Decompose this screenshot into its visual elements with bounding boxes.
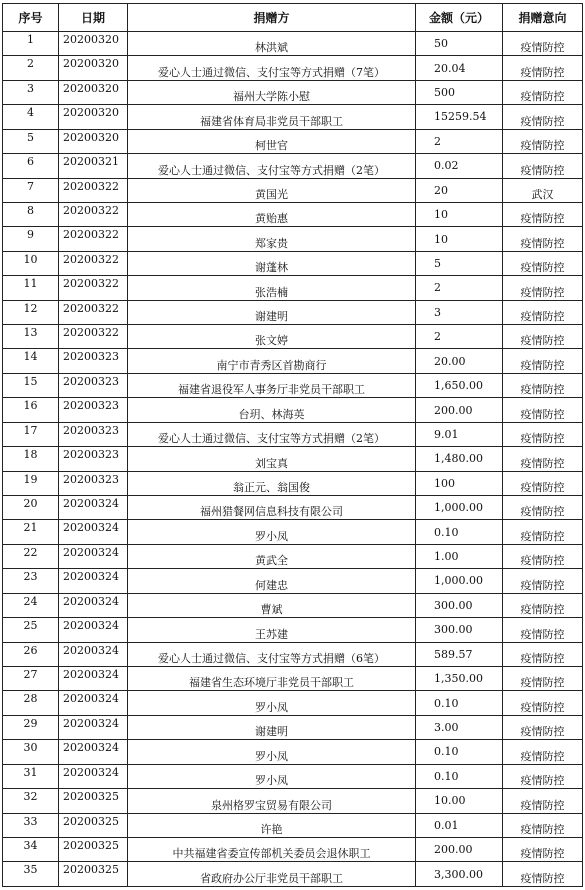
amount-cell: 589.57 — [416, 642, 503, 666]
table-row — [3, 569, 583, 593]
serial-number-cell: 1 — [3, 32, 59, 56]
table-row — [3, 129, 583, 153]
purpose-cell: 疫情防控 — [503, 276, 583, 300]
amount-cell: 20.04 — [416, 56, 503, 80]
donor-cell: 福州大学陈小慰 — [128, 80, 416, 104]
donor-cell: 台玥、林海英 — [128, 398, 416, 422]
purpose-cell: 疫情防控 — [503, 813, 583, 837]
amount-cell: 15259.54 — [416, 105, 503, 129]
donor-cell: 福建省退役军人事务厅非党员干部职工 — [128, 373, 416, 397]
amount-cell: 1,480.00 — [416, 447, 503, 471]
date-cell: 20200320 — [59, 32, 128, 56]
purpose-cell: 疫情防控 — [503, 325, 583, 349]
purpose-cell: 疫情防控 — [503, 789, 583, 813]
purpose-cell: 疫情防控 — [503, 618, 583, 642]
serial-number-cell: 35 — [3, 862, 59, 887]
donor-cell: 爱心人士通过微信、支付宝等方式捐赠（2笔） — [128, 154, 416, 178]
serial-number-cell: 3 — [3, 80, 59, 104]
table-row — [3, 471, 583, 495]
table-row — [3, 862, 583, 887]
amount-cell: 2 — [416, 325, 503, 349]
serial-number-cell: 26 — [3, 642, 59, 666]
serial-number-cell: 19 — [3, 471, 59, 495]
purpose-cell: 疫情防控 — [503, 251, 583, 275]
date-cell: 20200323 — [59, 373, 128, 397]
date-cell: 20200322 — [59, 276, 128, 300]
table-row — [3, 398, 583, 422]
serial-number-cell: 8 — [3, 202, 59, 226]
date-cell: 20200320 — [59, 56, 128, 80]
purpose-cell: 疫情防控 — [503, 129, 583, 153]
purpose-cell: 疫情防控 — [503, 496, 583, 520]
amount-cell: 20 — [416, 178, 503, 202]
donor-cell: 省政府办公厅非党员干部职工 — [128, 862, 416, 887]
purpose-cell: 疫情防控 — [503, 32, 583, 56]
date-cell: 20200325 — [59, 813, 128, 837]
date-cell: 20200320 — [59, 80, 128, 104]
amount-cell: 200.00 — [416, 837, 503, 861]
table-row — [3, 227, 583, 251]
donor-cell: 何建忠 — [128, 569, 416, 593]
amount-cell: 50 — [416, 32, 503, 56]
serial-number-cell: 28 — [3, 691, 59, 715]
donor-cell: 罗小凤 — [128, 740, 416, 764]
table-row — [3, 349, 583, 373]
header-date: 日期 — [59, 4, 128, 32]
date-cell: 20200321 — [59, 154, 128, 178]
amount-cell: 200.00 — [416, 398, 503, 422]
purpose-cell: 疫情防控 — [503, 740, 583, 764]
amount-cell: 0.10 — [416, 764, 503, 788]
donor-cell: 柯世官 — [128, 129, 416, 153]
serial-number-cell: 13 — [3, 325, 59, 349]
serial-number-cell: 4 — [3, 105, 59, 129]
donor-cell: 林洪斌 — [128, 32, 416, 56]
amount-cell: 3,300.00 — [416, 862, 503, 887]
amount-cell: 10 — [416, 227, 503, 251]
table-row — [3, 764, 583, 788]
table-row — [3, 373, 583, 397]
amount-cell: 0.10 — [416, 520, 503, 544]
serial-number-cell: 11 — [3, 276, 59, 300]
donor-cell: 罗小凤 — [128, 520, 416, 544]
serial-number-cell: 15 — [3, 373, 59, 397]
date-cell: 20200325 — [59, 789, 128, 813]
serial-number-cell: 24 — [3, 593, 59, 617]
table-row — [3, 789, 583, 813]
table-row — [3, 837, 583, 861]
amount-cell: 2 — [416, 129, 503, 153]
serial-number-cell: 5 — [3, 129, 59, 153]
serial-number-cell: 12 — [3, 300, 59, 324]
table-row — [3, 80, 583, 104]
amount-cell: 20.00 — [416, 349, 503, 373]
donor-cell: 罗小凤 — [128, 691, 416, 715]
date-cell: 20200322 — [59, 178, 128, 202]
donor-cell: 南宁市青秀区首勘商行 — [128, 349, 416, 373]
amount-cell: 0.02 — [416, 154, 503, 178]
amount-cell: 10 — [416, 202, 503, 226]
purpose-cell: 疫情防控 — [503, 105, 583, 129]
date-cell: 20200320 — [59, 129, 128, 153]
donor-cell: 爱心人士通过微信、支付宝等方式捐赠（6笔） — [128, 642, 416, 666]
date-cell: 20200322 — [59, 202, 128, 226]
amount-cell: 300.00 — [416, 593, 503, 617]
header-purpose: 捐赠意向 — [503, 4, 583, 32]
table-row — [3, 251, 583, 275]
purpose-cell: 疫情防控 — [503, 398, 583, 422]
purpose-cell: 疫情防控 — [503, 862, 583, 887]
amount-cell: 5 — [416, 251, 503, 275]
amount-cell: 3 — [416, 300, 503, 324]
donor-cell: 罗小凤 — [128, 764, 416, 788]
amount-cell: 500 — [416, 80, 503, 104]
donor-cell: 黄国光 — [128, 178, 416, 202]
purpose-cell: 疫情防控 — [503, 520, 583, 544]
donor-cell: 福建省生态环境厅非党员干部职工 — [128, 666, 416, 690]
date-cell: 20200320 — [59, 105, 128, 129]
donor-cell: 王苏建 — [128, 618, 416, 642]
amount-cell: 9.01 — [416, 422, 503, 446]
date-cell: 20200323 — [59, 447, 128, 471]
table-row — [3, 56, 583, 80]
purpose-cell: 疫情防控 — [503, 642, 583, 666]
amount-cell: 1,000.00 — [416, 496, 503, 520]
serial-number-cell: 23 — [3, 569, 59, 593]
date-cell: 20200325 — [59, 862, 128, 887]
serial-number-cell: 21 — [3, 520, 59, 544]
donor-cell: 泉州格罗宝贸易有限公司 — [128, 789, 416, 813]
purpose-cell: 疫情防控 — [503, 544, 583, 568]
serial-number-cell: 14 — [3, 349, 59, 373]
table-row — [3, 520, 583, 544]
date-cell: 20200324 — [59, 691, 128, 715]
serial-number-cell: 18 — [3, 447, 59, 471]
table-row — [3, 691, 583, 715]
table-row — [3, 32, 583, 56]
date-cell: 20200325 — [59, 837, 128, 861]
amount-cell: 1.00 — [416, 544, 503, 568]
purpose-cell: 疫情防控 — [503, 691, 583, 715]
purpose-cell: 疫情防控 — [503, 300, 583, 324]
donor-cell: 张浩楠 — [128, 276, 416, 300]
purpose-cell: 疫情防控 — [503, 373, 583, 397]
table-row — [3, 300, 583, 324]
date-cell: 20200324 — [59, 496, 128, 520]
donor-cell: 中共福建省委宣传部机关委员会退休职工 — [128, 837, 416, 861]
date-cell: 20200324 — [59, 642, 128, 666]
purpose-cell: 疫情防控 — [503, 447, 583, 471]
date-cell: 20200324 — [59, 666, 128, 690]
donor-cell: 刘宝真 — [128, 447, 416, 471]
table-row — [3, 666, 583, 690]
donor-cell: 谢蓬林 — [128, 251, 416, 275]
amount-cell: 1,350.00 — [416, 666, 503, 690]
table-row — [3, 276, 583, 300]
purpose-cell: 疫情防控 — [503, 715, 583, 739]
donor-cell: 黄贻惠 — [128, 202, 416, 226]
serial-number-cell: 29 — [3, 715, 59, 739]
date-cell: 20200324 — [59, 593, 128, 617]
serial-number-cell: 25 — [3, 618, 59, 642]
purpose-cell: 武汉 — [503, 178, 583, 202]
donor-cell: 郑家贵 — [128, 227, 416, 251]
header-donor: 捐赠方 — [128, 4, 416, 32]
serial-number-cell: 9 — [3, 227, 59, 251]
donor-cell: 谢建明 — [128, 715, 416, 739]
amount-cell: 1,000.00 — [416, 569, 503, 593]
serial-number-cell: 34 — [3, 837, 59, 861]
purpose-cell: 疫情防控 — [503, 764, 583, 788]
amount-cell: 0.10 — [416, 691, 503, 715]
header-amount: 金额（元） — [416, 4, 503, 32]
amount-cell: 300.00 — [416, 618, 503, 642]
serial-number-cell: 27 — [3, 666, 59, 690]
purpose-cell: 疫情防控 — [503, 56, 583, 80]
serial-number-cell: 20 — [3, 496, 59, 520]
table-row — [3, 154, 583, 178]
date-cell: 20200324 — [59, 618, 128, 642]
table-row — [3, 813, 583, 837]
serial-number-cell: 32 — [3, 789, 59, 813]
purpose-cell: 疫情防控 — [503, 569, 583, 593]
amount-cell: 1,650.00 — [416, 373, 503, 397]
donor-cell: 许艳 — [128, 813, 416, 837]
donation-table — [2, 3, 583, 887]
amount-cell: 10.00 — [416, 789, 503, 813]
serial-number-cell: 17 — [3, 422, 59, 446]
date-cell: 20200322 — [59, 325, 128, 349]
donor-cell: 翁正元、翁国俊 — [128, 471, 416, 495]
donor-cell: 黄武全 — [128, 544, 416, 568]
serial-number-cell: 30 — [3, 740, 59, 764]
date-cell: 20200324 — [59, 715, 128, 739]
purpose-cell: 疫情防控 — [503, 349, 583, 373]
donor-cell: 爱心人士通过微信、支付宝等方式捐赠（7笔） — [128, 56, 416, 80]
purpose-cell: 疫情防控 — [503, 593, 583, 617]
serial-number-cell: 6 — [3, 154, 59, 178]
table-row — [3, 422, 583, 446]
table-row — [3, 325, 583, 349]
serial-number-cell: 7 — [3, 178, 59, 202]
header-serial-number: 序号 — [3, 4, 59, 32]
table-row — [3, 447, 583, 471]
table-row — [3, 715, 583, 739]
table-body — [3, 32, 583, 887]
date-cell: 20200323 — [59, 471, 128, 495]
purpose-cell: 疫情防控 — [503, 227, 583, 251]
date-cell: 20200323 — [59, 398, 128, 422]
date-cell: 20200324 — [59, 569, 128, 593]
date-cell: 20200322 — [59, 227, 128, 251]
purpose-cell: 疫情防控 — [503, 422, 583, 446]
donor-cell: 谢建明 — [128, 300, 416, 324]
donor-cell: 张文婷 — [128, 325, 416, 349]
purpose-cell: 疫情防控 — [503, 202, 583, 226]
donor-cell: 爱心人士通过微信、支付宝等方式捐赠（2笔） — [128, 422, 416, 446]
date-cell: 20200324 — [59, 544, 128, 568]
purpose-cell: 疫情防控 — [503, 154, 583, 178]
purpose-cell: 疫情防控 — [503, 837, 583, 861]
donor-cell: 福建省体育局非党员干部职工 — [128, 105, 416, 129]
table-header — [3, 4, 583, 32]
table-row — [3, 105, 583, 129]
serial-number-cell: 22 — [3, 544, 59, 568]
table-row — [3, 178, 583, 202]
donor-cell: 曹斌 — [128, 593, 416, 617]
purpose-cell: 疫情防控 — [503, 471, 583, 495]
table-row — [3, 544, 583, 568]
purpose-cell: 疫情防控 — [503, 80, 583, 104]
date-cell: 20200324 — [59, 764, 128, 788]
serial-number-cell: 10 — [3, 251, 59, 275]
table-row — [3, 618, 583, 642]
serial-number-cell: 33 — [3, 813, 59, 837]
table-row — [3, 740, 583, 764]
serial-number-cell: 31 — [3, 764, 59, 788]
amount-cell: 2 — [416, 276, 503, 300]
date-cell: 20200324 — [59, 740, 128, 764]
header-row — [3, 4, 583, 32]
table-row — [3, 202, 583, 226]
table-row — [3, 593, 583, 617]
table-row — [3, 496, 583, 520]
date-cell: 20200323 — [59, 422, 128, 446]
amount-cell: 100 — [416, 471, 503, 495]
amount-cell: 3.00 — [416, 715, 503, 739]
date-cell: 20200323 — [59, 349, 128, 373]
date-cell: 20200322 — [59, 251, 128, 275]
table-row — [3, 642, 583, 666]
donor-cell: 福州猎餐网信息科技有限公司 — [128, 496, 416, 520]
date-cell: 20200322 — [59, 300, 128, 324]
amount-cell: 0.10 — [416, 740, 503, 764]
purpose-cell: 疫情防控 — [503, 666, 583, 690]
date-cell: 20200324 — [59, 520, 128, 544]
serial-number-cell: 2 — [3, 56, 59, 80]
amount-cell: 0.01 — [416, 813, 503, 837]
serial-number-cell: 16 — [3, 398, 59, 422]
